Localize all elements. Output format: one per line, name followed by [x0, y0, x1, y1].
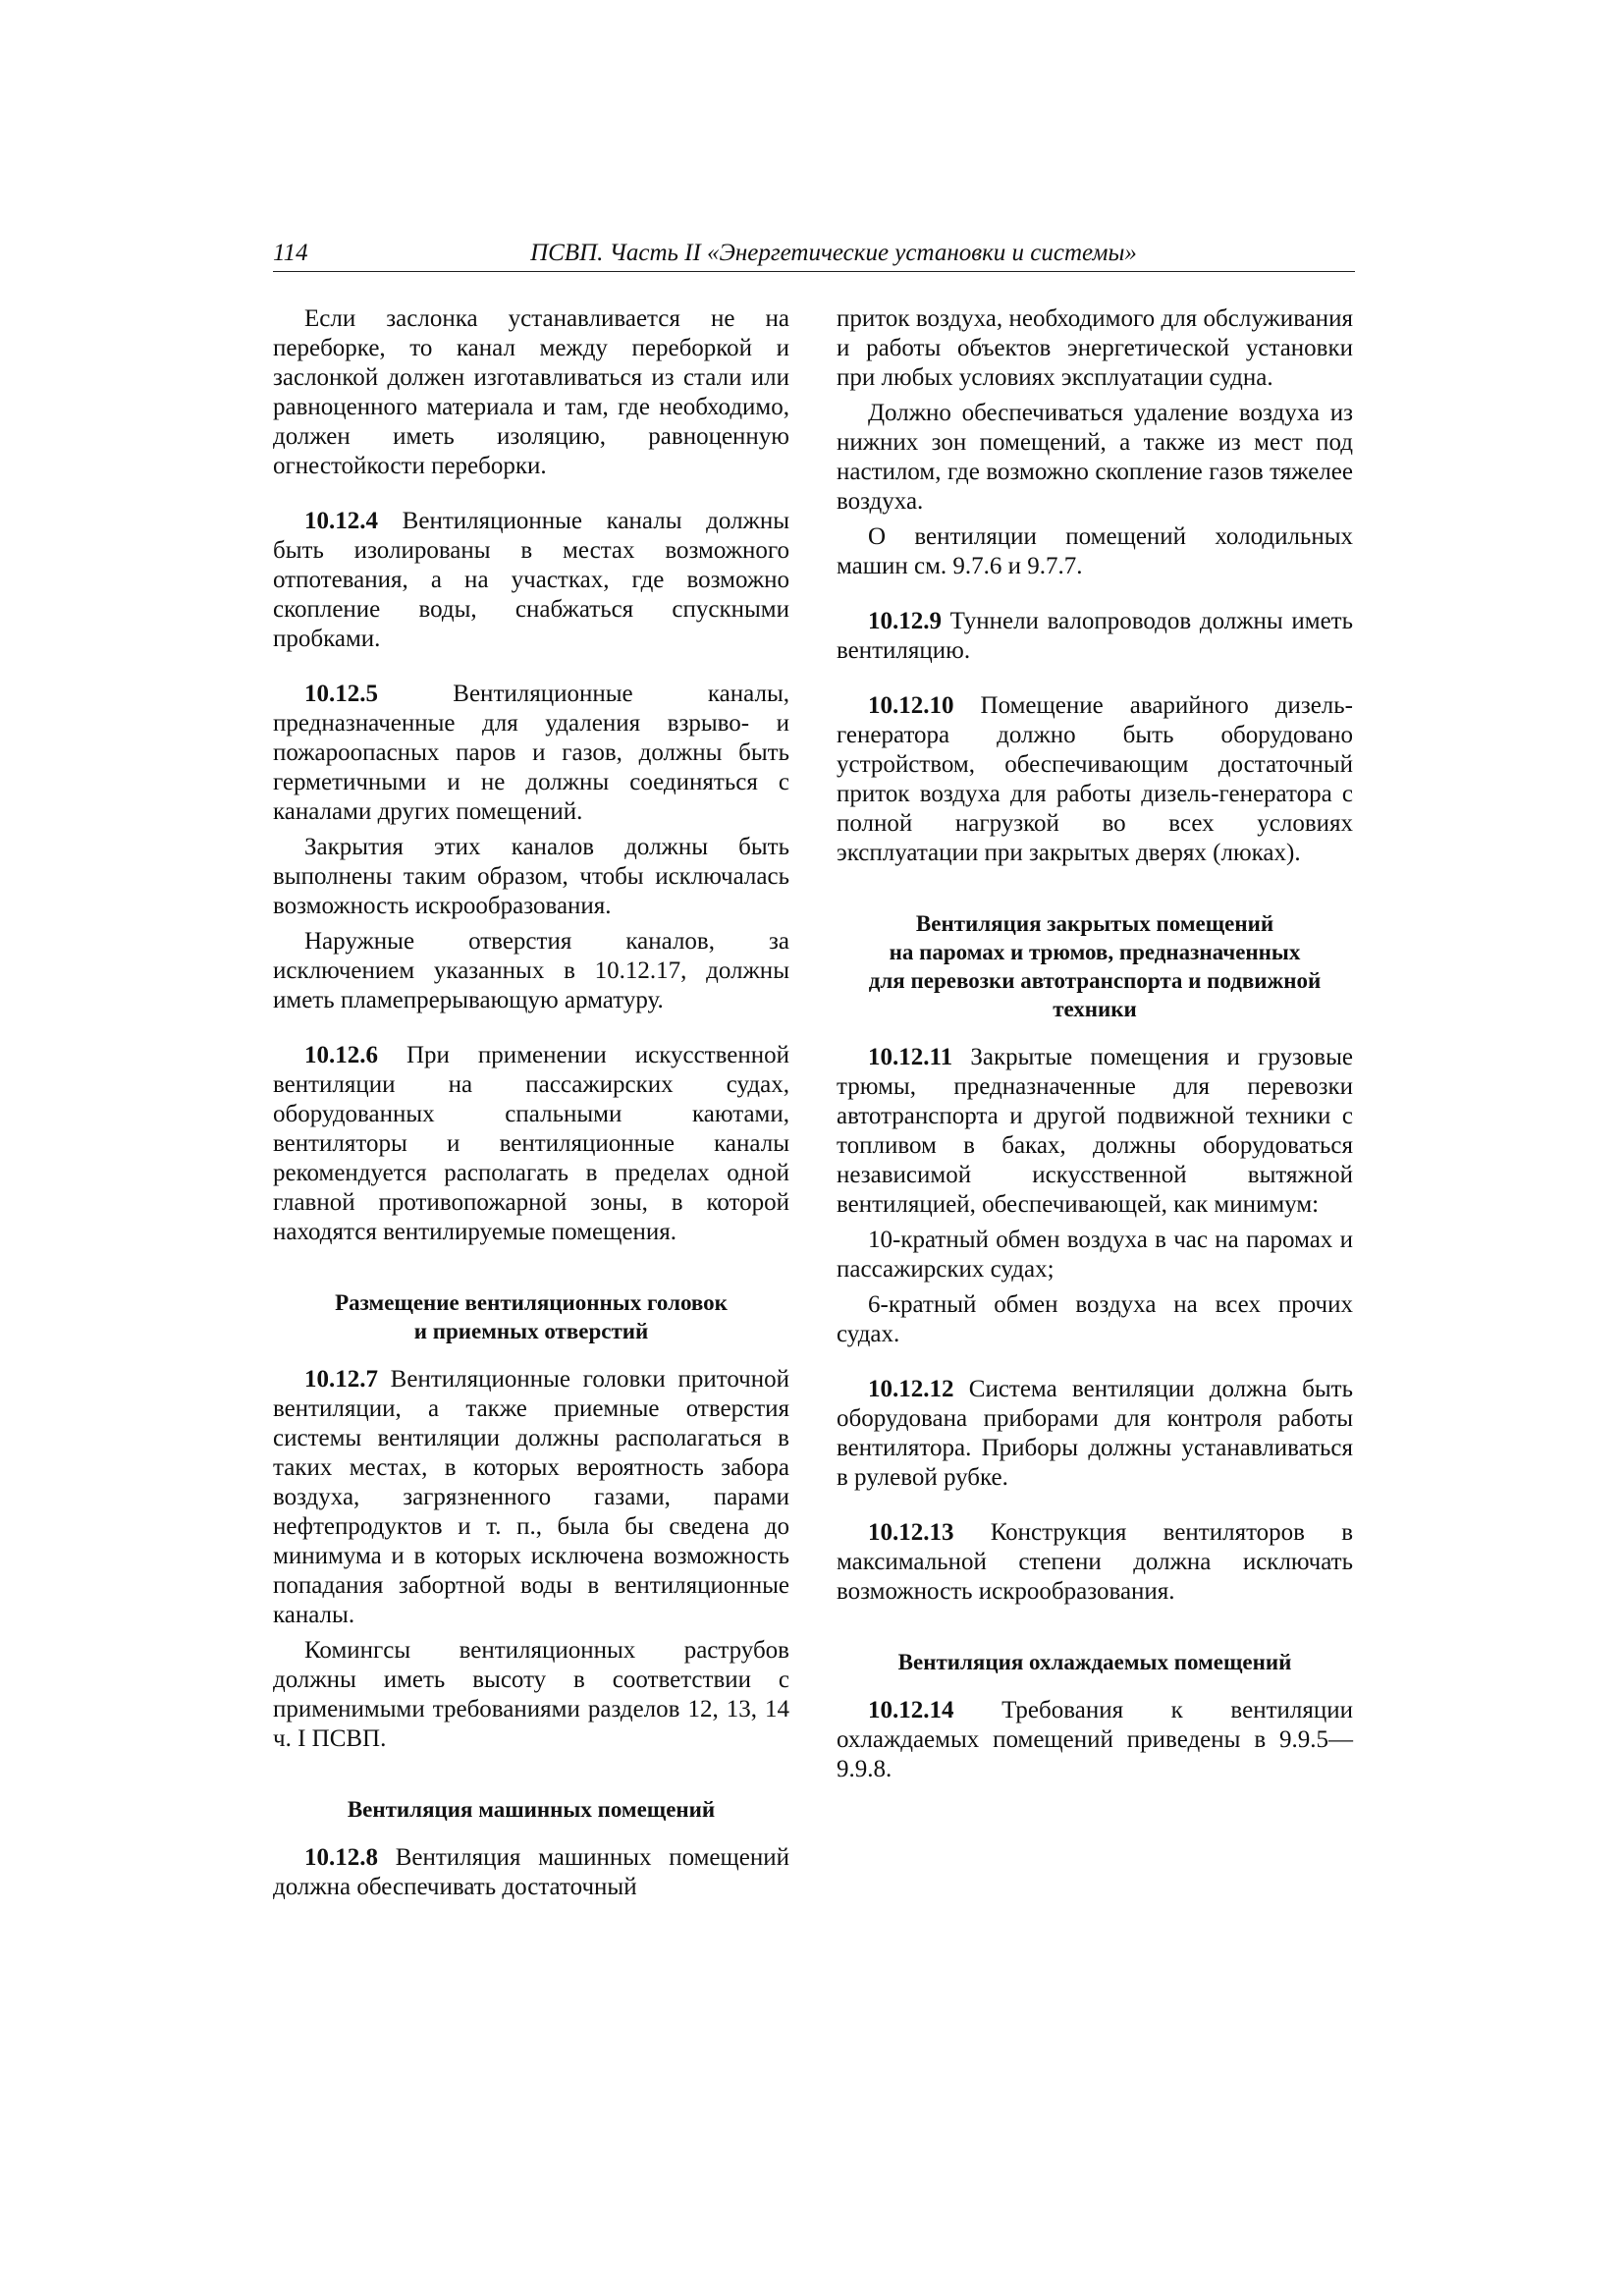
clause-10-12-6 — [273, 1041, 789, 1247]
left-column — [273, 304, 789, 1908]
clause-10-12-13 — [837, 1518, 1353, 1607]
clause-10-12-14 — [837, 1696, 1353, 1784]
clause-text: Требования к вентиляции охлаждаемых помещений приведены в 9.9.5—9.9.8. — [837, 1697, 1353, 1782]
heading-line: на паромах и трюмов, предназначенных — [889, 940, 1301, 964]
paragraph: Закрытия этих каналов должны быть выполнены таким образом, чтобы исключалась возможность искрообразования. — [273, 834, 789, 919]
clause-text: Вентиляционные каналы должны быть изолированы в местах возможного отпотевания, а на участках, где возможно скопление воды, снабжаться спускными пробками. — [273, 508, 789, 652]
clause-text: Вентиляционные каналы, предназначенные для удаления взрыво- и пожароопасных паров и газов, должны быть герметичными и не должны соединяться с каналами других помещений. — [273, 681, 789, 825]
clause-10-12-12 — [837, 1375, 1353, 1493]
clause-10-12-11 — [837, 1043, 1353, 1220]
section-heading-placement — [273, 1288, 789, 1345]
clause-number: 10.12.10 — [868, 692, 954, 719]
clause-number: 10.12.6 — [304, 1042, 378, 1068]
clause-text: Туннели валопроводов должны иметь вентиляцию. — [837, 608, 1353, 664]
clause-number: 10.12.5 — [304, 681, 378, 707]
clause-10-12-9 — [837, 607, 1353, 666]
paragraph: Если заслонка устанавливается не на переборке, то канал между переборкой и заслонкой должен изготавливаться из стали или равноценного материала и там, где необходимо, должен иметь изоляцию, равноценную огнестойкости переборки. — [273, 305, 789, 479]
clause-text: Закрытые помещения и грузовые трюмы, предназначенные для перевозки автотранспорта и другой подвижной техники с топливом в баках, должны оборудоваться независимой искусственной вытяжной вентиляцией, обеспечивающей, как минимум: — [837, 1044, 1353, 1218]
clause-text: Система вентиляции должна быть оборудована приборами для контроля работы вентилятора. Приборы должны устанавливаться в рулевой рубке. — [837, 1376, 1353, 1491]
list-item: 6-кратный обмен воздуха на всех прочих судах. — [837, 1291, 1353, 1347]
heading-line: Вентиляция закрытых помещений — [915, 911, 1274, 936]
section-heading-cooled — [837, 1648, 1353, 1676]
paragraph: Наружные отверстия каналов, за исключением указанных в 10.12.17, должны иметь пламепрерывающую арматуру. — [273, 928, 789, 1013]
paragraph: Должно обеспечиваться удаление воздуха из нижних зон помещений, а также из мест под настилом, где возможно скопление газов тяжелее воздуха. — [837, 400, 1353, 515]
right-column — [837, 304, 1353, 1790]
heading-line: и приемных отверстий — [413, 1319, 649, 1343]
page-header — [273, 236, 1355, 272]
paragraph-continued: приток воздуха, необходимого для обслуживания и работы объектов энергетической установки при любых условиях эксплуатации судна. — [837, 305, 1353, 391]
section-heading-machinery — [273, 1795, 789, 1824]
page-number: 114 — [273, 240, 308, 266]
clause-10-12-8 — [273, 1843, 789, 1902]
clause-10-12-10 — [837, 691, 1353, 868]
clause-number: 10.12.4 — [304, 508, 378, 534]
heading-line: Размещение вентиляционных головок — [335, 1290, 728, 1315]
list-item: 10-кратный обмен воздуха в час на паромах и пассажирских судах; — [837, 1227, 1353, 1283]
heading-line: техники — [1053, 997, 1137, 1021]
clause-number: 10.12.13 — [868, 1519, 954, 1546]
running-title: ПСВП. Часть II «Энергетические установки и системы» — [530, 240, 1137, 266]
heading-line: для перевозки автотранспорта и подвижной — [868, 968, 1322, 993]
clause-text: При применении искусственной вентиляции на пассажирских судах, оборудованных спальными каютами, вентиляторы и вентиляционные каналы рекомендуется располагать в пределах одной главной противопожарной зоны, в которой находятся вентилируемые помещения. — [273, 1042, 789, 1245]
clause-text: Вентиляционные головки приточной вентиляции, а также приемные отверстия системы вентиляции должны располагаться в таких местах, в которых вероятность забора воздуха, загрязненного газами, парами нефтепродуктов и т. п., была бы сведена до минимума и в которых исключена возможность попадания забортной воды в вентиляционные каналы. — [273, 1366, 789, 1628]
clause-number: 10.12.12 — [868, 1376, 954, 1402]
clause-number: 10.12.9 — [868, 608, 942, 634]
clause-number: 10.12.8 — [304, 1844, 378, 1871]
clause-10-12-7 — [273, 1365, 789, 1630]
clause-10-12-5 — [273, 680, 789, 827]
paragraph: О вентиляции помещений холодильных машин см. 9.7.6 и 9.7.7. — [837, 523, 1353, 579]
clause-text: Конструкция вентиляторов в максимальной степени должна исключать возможность искрообразования. — [837, 1519, 1353, 1605]
heading-line: Вентиляция машинных помещений — [347, 1797, 716, 1822]
heading-line: Вентиляция охлаждаемых помещений — [897, 1650, 1292, 1674]
clause-text: Вентиляция машинных помещений должна обеспечивать достаточный — [273, 1844, 789, 1900]
clause-text: Помещение аварийного дизель-генератора должно быть оборудовано устройством, обеспечивающим достаточный приток воздуха для работы дизель-генератора с полной нагрузкой во всех условиях эксплуатации при закрытых дверях (люках). — [837, 692, 1353, 866]
paragraph: Комингсы вентиляционных раструбов должны иметь высоту в соответствии с применимыми требованиями разделов 12, 13, 14 ч. I ПСВП. — [273, 1637, 789, 1752]
clause-number: 10.12.7 — [304, 1366, 378, 1393]
clause-10-12-4 — [273, 507, 789, 654]
clause-number: 10.12.11 — [868, 1044, 953, 1070]
section-heading-ferries — [837, 909, 1353, 1023]
clause-number: 10.12.14 — [868, 1697, 954, 1723]
